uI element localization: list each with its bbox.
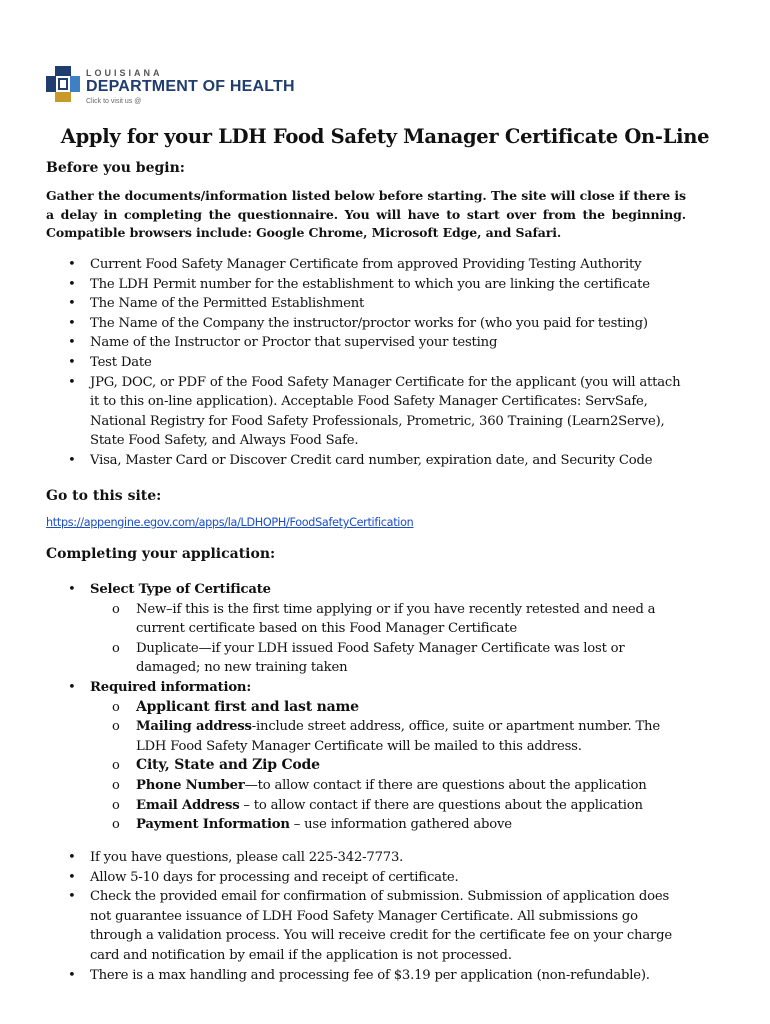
- email-address-text: – to allow contact if there are questions about the application: [239, 797, 643, 813]
- before-list: [46, 255, 690, 471]
- sub-list-item: [136, 815, 690, 835]
- payment-info-label: Payment Information: [136, 817, 290, 833]
- list-item: • There is a max handling and processing fee of $3.19 per application (non-refundable).: [90, 966, 690, 986]
- certification-site-link[interactable]: https://appengine.egov.com/apps/la/LDHOPH/FoodSafetyCertification: [46, 516, 414, 529]
- before-heading: Before you begin:: [46, 160, 185, 176]
- completing-list: [46, 580, 690, 835]
- logo-state-text: LOUISIANA: [86, 68, 163, 78]
- completing-heading: Completing your application:: [46, 546, 276, 562]
- sub-list-item: o New–if this is the first time applying or if you have recently retested and need a current certificate based on this Food Manager Certificate: [136, 600, 690, 639]
- mailing-address-text: -include street address, office, suite or apartment number. The LDH Food Safety Manager Certificate will be mailed to this address.: [136, 719, 660, 754]
- logo-department-text: DEPARTMENT OF HEALTH: [86, 78, 295, 95]
- sub-list-item: [136, 796, 690, 816]
- list-item: • Test Date: [90, 353, 690, 373]
- certificate-type-list: [90, 600, 690, 678]
- sub-list-item: o Duplicate—if your LDH issued Food Safety Manager Certificate was lost or damaged; no new training taken: [136, 639, 690, 678]
- required-info-label: Required information:: [90, 679, 251, 695]
- list-item: • If you have questions, please call 225-342-7773.: [90, 848, 690, 868]
- goto-heading: Go to this site:: [46, 488, 162, 504]
- city-state-zip-label: City, State and Zip Code: [136, 757, 320, 774]
- sub-list-item: [136, 717, 690, 756]
- sub-list-item: [136, 776, 690, 796]
- list-item: [90, 580, 690, 678]
- logo-click-text[interactable]: Click to visit us @: [86, 98, 142, 105]
- list-item: • Visa, Master Card or Discover Credit card number, expiration date, and Security Code: [90, 451, 690, 471]
- list-item: • Allow 5-10 days for processing and receipt of certificate.: [90, 868, 690, 888]
- list-item: • JPG, DOC, or PDF of the Food Safety Manager Certificate for the applicant (you will attach it to this on-line application). Acceptable Food Safety Manager Certificates: ServSafe, National Registry for Food Safety Professionals, Prometric, 360 Training (Learn2Serve), State Food Safety, and Always Food Safe.: [90, 373, 690, 451]
- sub-list-item: [136, 698, 690, 718]
- phone-number-text: —to allow contact if there are questions about the application: [244, 777, 647, 793]
- phone-number-label: Phone Number: [136, 777, 245, 793]
- list-item: • The LDH Permit number for the establishment to which you are linking the certificate: [90, 275, 690, 295]
- required-info-list: [90, 698, 690, 835]
- list-item: • The Name of the Company the instructor/proctor works for (who you paid for testing): [90, 314, 690, 334]
- ldh-cross-icon: [46, 66, 80, 102]
- mailing-address-label: Mailing address: [136, 719, 252, 735]
- list-item: [90, 678, 690, 835]
- list-item: • Current Food Safety Manager Certificate from approved Providing Testing Authority: [90, 255, 690, 275]
- before-paragraph: Gather the documents/information listed below before starting. The site will close if there is a delay in completing the questionnaire. You will have to start over from the beginning. Compatible browsers include: Google Chrome, Microsoft Edge, and Safari.: [46, 188, 686, 240]
- applicant-name-label: Applicant first and last name: [136, 698, 359, 715]
- sub-list-item: [136, 756, 690, 776]
- page-title: Apply for your LDH Food Safety Manager Certificate On-Line: [60, 125, 710, 148]
- list-item: • The Name of the Permitted Establishment: [90, 294, 690, 314]
- final-notes-list: [46, 848, 690, 985]
- list-item: • Name of the Instructor or Proctor that supervised your testing: [90, 333, 690, 353]
- ldh-logo[interactable]: [46, 66, 306, 110]
- select-type-label: Select Type of Certificate: [90, 582, 271, 597]
- payment-info-text: – use information gathered above: [289, 817, 512, 833]
- list-item: • Check the provided email for confirmation of submission. Submission of application does not guarantee issuance of LDH Food Safety Manager Certificate. All submissions go through a validation process. You will receive credit for the certificate fee on your charge card and notification by email if the application is not processed.: [90, 887, 690, 965]
- email-address-label: Email Address: [136, 797, 240, 813]
